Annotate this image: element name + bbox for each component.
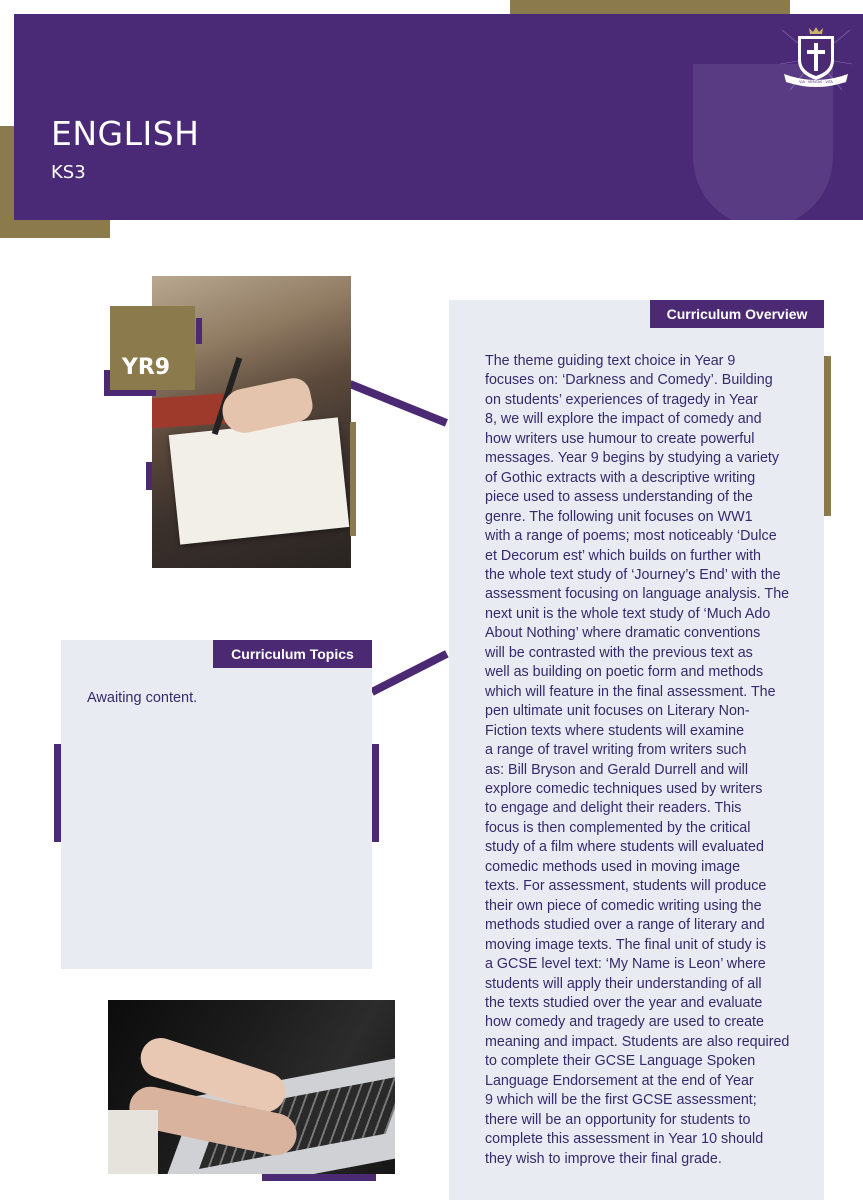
accent-bar [54,744,61,842]
overview-line: methods studied over a range of literary and [485,917,765,934]
overview-line: About Nothing’ where dramatic conventions [485,625,761,642]
laptop-typing-photo [108,1000,395,1174]
school-crest-icon [780,24,852,92]
overview-line: their own piece of comedic writing using the [485,897,762,914]
accent-bar [824,356,831,516]
overview-line: how comedy and tragedy are used to create [485,1014,764,1031]
overview-line: assessment focusing on language analysis. The [485,586,790,603]
overview-line: genre. The following unit focuses on WW1 [485,508,753,525]
overview-line: there will be an opportunity for students to [485,1111,751,1128]
overview-line: with a range of poems; most noticeably ‘Dulce [485,528,777,545]
page-title: ENGLISH [51,114,200,153]
overview-line: The theme guiding text choice in Year 9 [485,353,736,369]
accent-bar [350,422,356,536]
overview-line: comedic methods used in moving image [485,858,741,875]
accent-bar [262,1174,376,1181]
overview-line: pen ultimate unit focuses on Literary Non- [485,703,750,720]
curriculum-overview-text [485,352,803,1169]
accent-bar [372,744,379,842]
overview-line: 9 which will be the first GCSE assessment; [485,1092,757,1109]
curriculum-topics-tab: Curriculum Topics [213,640,372,668]
overview-line: will be contrasted with the previous text as [485,644,753,661]
overview-line: study of a film where students will evaluated [485,839,764,856]
overview-line: the whole text study of ‘Journey’s End’ with the [485,566,781,583]
overview-line: how writers use humour to create powerful [485,430,755,447]
overview-line: moving image texts. The final unit of study is [485,936,767,953]
overview-line: meaning and impact. Students are also required [485,1033,790,1050]
sleeve [108,1110,158,1174]
overview-line: texts. For assessment, students will produce [485,878,767,895]
curriculum-topics-content: Awaiting content. [87,690,198,706]
overview-line: messages. Year 9 begins by studying a variety [485,450,780,467]
overview-line: as: Bill Bryson and Gerald Durrell and will [485,761,749,778]
overview-line: explore comedic techniques used by writers [485,780,763,797]
overview-line: et Decorum est’ which builds on further with [485,547,761,564]
overview-line: focus is then complemented by the critical [485,819,751,836]
overview-line: on students’ experiences of tragedy in Year [485,391,758,408]
overview-line: complete this assessment in Year 10 should [485,1131,764,1148]
overview-line: to engage and delight their readers. This [485,800,742,817]
overview-line: Fiction texts where students will examine [485,722,745,739]
paper [169,417,350,544]
overview-line: they wish to improve their final grade. [485,1150,722,1167]
overview-line: which will feature in the final assessment. The [485,683,776,700]
overview-line: piece used to assess understanding of the [485,489,753,506]
year-badge-label: YR9 [121,355,171,380]
overview-line: a GCSE level text: ‘My Name is Leon’ where [485,956,766,973]
accent-bar-top [510,0,790,14]
overview-line: well as building on poetic form and methods [485,664,764,681]
connector-line [370,650,448,695]
overview-line: focuses on: ‘Darkness and Comedy’. Building [485,372,773,389]
overview-line: to complete their GCSE Language Spoken [485,1053,756,1070]
overview-line: a range of travel writing from writers such [485,742,747,759]
overview-line: Language Endorsement at the end of Year [485,1072,754,1089]
connector-line [349,380,448,426]
page-subtitle: KS3 [51,162,86,183]
overview-line: the texts studied over the year and evaluate [485,994,763,1011]
curriculum-overview-tab: Curriculum Overview [650,300,824,328]
overview-line: students will apply their understanding of all [485,975,762,992]
overview-line: 8, we will explore the impact of comedy and [485,411,762,428]
crest-motto: VIA · VERITAS · VITA [799,80,833,84]
accent-bar [196,318,202,344]
overview-line: of Gothic extracts with a descriptive writing [485,469,756,486]
accent-bar [146,462,152,490]
overview-line: next unit is the whole text study of ‘Much Ado [485,605,771,622]
